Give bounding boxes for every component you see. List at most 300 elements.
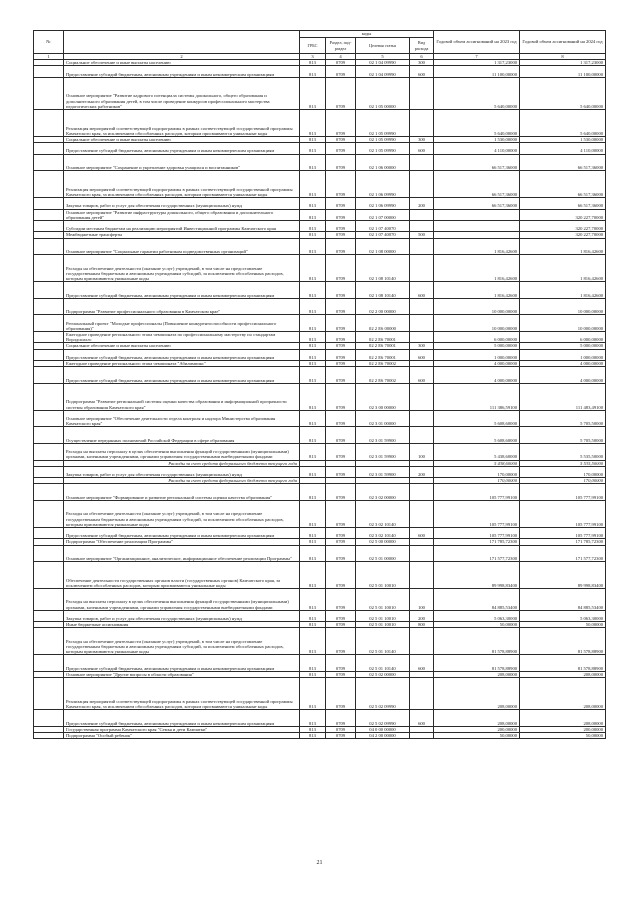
row-section-cell: 0709 [326,154,356,171]
row-grbs-cell: 813 [300,733,326,739]
table-row [34,298,606,315]
table-row [34,710,606,727]
row-grbs-cell: 813 [300,383,326,410]
row-grbs-cell: 813 [300,545,326,562]
row-name-cell: Основное мероприятие "Формирование и развитие региональной системы оценки качества образования" [64,484,300,501]
row-amount-2024-cell: 84 885,53400 [520,589,606,611]
row-name-cell: Закупка товаров, работ и услуг для обеспечения государственных (муниципальных) нужд [64,466,300,477]
row-amount-2023-cell: 105 777,99100 [434,527,520,538]
row-amount-2024-cell: 105 777,99100 [520,527,606,538]
row-number-cell [34,466,64,477]
row-name-cell: Социальное обеспечение и иные выплаты населению [64,343,300,349]
row-name-cell: Предоставление субсидий бюджетным, автономным учреждениям и иным некоммерческим организациям [64,282,300,299]
row-target-cell: 02 3 01 00000 [356,410,410,427]
row-grbs-cell: 813 [300,367,326,384]
row-type-cell [410,628,434,655]
row-name-cell: Закупка товаров, работ и услуг для обеспечения государственных (муниципальных) нужд [64,198,300,209]
row-amount-2024-cell: 81 578,88900 [520,628,606,655]
row-name-cell: Предоставление субсидий бюджетным, автономным учреждениям и иным некоммерческим организациям [64,367,300,384]
row-target-cell: 02 3 02 10140 [356,527,410,538]
row-section-cell: 0709 [326,298,356,315]
row-number-cell [34,628,64,655]
row-amount-2024-cell: 170,00000 [520,478,606,484]
row-type-cell [410,562,434,589]
row-name-cell: Основное мероприятие "Социальные гарантии работникам подведомственных организаций" [64,238,300,255]
row-grbs-cell: 813 [300,410,326,427]
row-name-cell: Расходы на обеспечение деятельности (оказание услуг) учреждений, в том числе на предоставление государственным бюджетным и автономным учреждениям субсидий, за исключением обособленных расходов, которым присваиваются уникальные коды [64,255,300,282]
row-grbs-cell: 813 [300,77,326,109]
row-target-cell: 02 5 02 00000 [356,672,410,678]
row-section-cell: 0709 [326,383,356,410]
row-name-cell: Предоставление субсидий бюджетным, автономным учреждениям и иным некоммерческим организациям [64,655,300,672]
row-name-cell: Расходы за счет средств федерального бюджета текущего года [64,460,300,466]
row-amount-2023-cell: 50,00000 [434,622,520,628]
row-target-cell: 02 1 08 00000 [356,238,410,255]
row-amount-2023-cell: 105 777,99100 [434,484,520,501]
row-name-cell: Подпрограмма "Обеспечение реализации Программы" [64,539,300,545]
row-grbs-cell: 813 [300,727,326,733]
row-amount-2023-cell: 10 000,00000 [434,298,520,315]
row-amount-2024-cell: 208,00000 [520,672,606,678]
row-type-cell: 200 [410,466,434,477]
row-grbs-cell: 813 [300,622,326,628]
row-type-cell [410,331,434,342]
header-type: Вид расхода [410,38,434,54]
row-amount-2023-cell: 5 608,60000 [434,410,520,427]
row-number-cell [34,77,64,109]
row-type-cell: 300 [410,60,434,66]
row-grbs-cell: 813 [300,60,326,66]
table-row [34,315,606,332]
row-amount-2024-cell: 170,00000 [520,466,606,477]
row-section-cell: 0709 [326,500,356,527]
row-number-cell [34,427,64,444]
row-section-cell: 0709 [326,143,356,154]
row-amount-2024-cell: 6 000,00000 [520,331,606,342]
row-section-cell: 0709 [326,655,356,672]
row-number-cell [34,443,64,460]
header-section: Раздел, под-раздел [326,38,356,54]
row-number-cell [34,171,64,198]
row-amount-2024-cell: 10 000,00000 [520,298,606,315]
row-section-cell: 0709 [326,589,356,611]
colnum: 4 [326,54,356,60]
row-target-cell: 02 3 02 10140 [356,500,410,527]
row-amount-2023-cell: 5 438,60000 [434,460,520,466]
row-name-cell: Межбюджетные трансферты [64,232,300,238]
row-amount-2024-cell: 1 530,00000 [520,136,606,142]
row-target-cell: 02 5 01 10140 [356,655,410,672]
row-grbs-cell: 813 [300,589,326,611]
row-target-cell: 02 1 08 10140 [356,255,410,282]
row-section-cell: 0709 [326,628,356,655]
row-target-cell: 02 2 00 00000 [356,298,410,315]
row-amount-2024-cell: 5 705,50000 [520,427,606,444]
row-target-cell: 04 2 00 00000 [356,733,410,739]
row-type-cell [410,410,434,427]
row-amount-2024-cell: 105 777,99100 [520,500,606,527]
table-row [34,410,606,427]
row-type-cell [410,427,434,444]
row-number-cell [34,298,64,315]
row-grbs-cell: 813 [300,198,326,209]
row-name-cell: Предоставление субсидий бюджетным, автономным учреждениям и иным некоммерческим организациям [64,527,300,538]
header-number: № [34,31,64,54]
row-grbs-cell: 813 [300,628,326,655]
row-number-cell [34,220,64,231]
row-section-cell: 0709 [326,77,356,109]
row-name-cell: Социальное обеспечение и иные выплаты населению [64,60,300,66]
row-type-cell: 600 [410,282,434,299]
row-grbs-cell: 813 [300,678,326,710]
row-grbs-cell: 813 [300,255,326,282]
row-number-cell [34,527,64,538]
row-section-cell: 0709 [326,198,356,209]
row-section-cell: 0709 [326,360,356,366]
row-name-cell: Расходы за счет средств федерального бюджета текущего года [64,478,300,484]
row-target-cell: 02 5 00 00000 [356,539,410,545]
row-section-cell: 0709 [326,733,356,739]
row-target-cell: 02 1 05 09990 [356,143,410,154]
row-amount-2023-cell: 5 640,00000 [434,109,520,136]
row-type-cell: 100 [410,589,434,611]
row-amount-2024-cell: 66 517,36000 [520,154,606,171]
row-target-cell: 02 1 06 09990 [356,171,410,198]
budget-table [33,30,606,739]
row-target-cell: 02 5 02 09990 [356,678,410,710]
row-amount-2023-cell: 5 000,00000 [434,343,520,349]
row-section-cell: 0709 [326,562,356,589]
row-name-cell: Иные бюджетные ассигнования [64,622,300,628]
row-grbs-cell: 813 [300,232,326,238]
row-amount-2024-cell: 320 227,70000 [520,209,606,220]
row-amount-2023-cell: 4 110,00000 [434,143,520,154]
row-grbs-cell: 813 [300,315,326,332]
row-target-cell: 02 1 07 40070 [356,232,410,238]
table-row [34,349,606,360]
row-number-cell [34,500,64,527]
table-row [34,331,606,342]
row-number-cell [34,255,64,282]
row-name-cell: Подпрограмма "Развитие профессионального образования в Камчатском крае" [64,298,300,315]
row-section-cell: 0709 [326,610,356,621]
row-type-cell: 200 [410,610,434,621]
row-type-cell [410,220,434,231]
row-amount-2023-cell: 200,00000 [434,727,520,733]
table-row [34,466,606,477]
row-amount-2023-cell: 5 608,60000 [434,427,520,444]
row-name-cell: Расходы на обеспечение деятельности (оказание услуг) учреждений, в том числе на предоставление государственным бюджетным и автономным учреждениям субсидий, за исключением обособленных расходов, которым присваиваются уникальные коды [64,628,300,655]
row-grbs-cell: 813 [300,331,326,342]
row-amount-2023-cell: 111 386,59100 [434,383,520,410]
row-type-cell: 500 [410,232,434,238]
row-amount-2023-cell: 208,00000 [434,678,520,710]
row-section-cell: 0709 [326,136,356,142]
row-target-cell: 02 1 08 10140 [356,282,410,299]
row-target-cell: 02 2 E6 70001 [356,349,410,360]
row-number-cell [34,710,64,727]
row-type-cell [410,171,434,198]
row-section-cell: 0709 [326,331,356,342]
row-amount-2024-cell: 5 535,50000 [520,460,606,466]
row-amount-2023-cell: 1 530,00000 [434,136,520,142]
table-row [34,238,606,255]
table-row [34,367,606,384]
row-target-cell: 02 5 02 09990 [356,710,410,727]
row-target-cell: 02 2 E6 70002 [356,367,410,384]
row-grbs-cell: 813 [300,672,326,678]
row-type-cell [410,109,434,136]
row-name-cell: Основное мероприятие "Сохранение и укрепление здоровья учащихся и воспитанников" [64,154,300,171]
row-grbs-cell: 813 [300,238,326,255]
row-type-cell [410,315,434,332]
row-section-cell: 0709 [326,466,356,477]
table-row [34,678,606,710]
row-target-cell: 02 1 06 00000 [356,154,410,171]
row-section-cell: 0709 [326,255,356,282]
row-amount-2024-cell: 1 317,23000 [520,60,606,66]
row-target-cell: 02 5 01 10010 [356,610,410,621]
table-row [34,655,606,672]
row-section-cell: 0709 [326,443,356,460]
row-section-cell: 0709 [326,678,356,710]
row-section-cell: 0709 [326,367,356,384]
row-amount-2024-cell: 10 000,00000 [520,315,606,332]
row-name-cell: Предоставление субсидий бюджетным, автономным учреждениям и иным некоммерческим организациям [64,66,300,77]
row-amount-2023-cell: 6 000,00000 [434,331,520,342]
row-amount-2024-cell: 5 640,00000 [520,77,606,109]
row-section-cell: 0709 [326,672,356,678]
row-amount-2023-cell: 208,00000 [434,672,520,678]
row-amount-2024-cell: 171 785,72300 [520,539,606,545]
row-section-cell: 0709 [326,282,356,299]
row-target-cell: 02 2 E6 70001 [356,331,410,342]
row-amount-2024-cell: 5 000,00000 [520,343,606,349]
table-row [34,66,606,77]
header-name [64,31,300,54]
row-type-cell [410,383,434,410]
row-target-cell: 02 5 01 10010 [356,622,410,628]
row-grbs-cell: 813 [300,527,326,538]
row-type-cell [410,678,434,710]
row-target-cell: 02 5 01 10010 [356,589,410,611]
row-grbs-cell: 813 [300,443,326,460]
row-grbs-cell: 813 [300,109,326,136]
table-row [34,220,606,231]
row-grbs-cell: 813 [300,66,326,77]
row-grbs-cell: 813 [300,171,326,198]
row-number-cell [34,331,64,342]
row-section-cell: 0709 [326,232,356,238]
row-name-cell: Обеспечение деятельности государственных органов власти (государственных органов) Камчатского края, за исключением обособленных расходов, которым присваиваются уникальные коды [64,562,300,589]
row-number-cell [34,209,64,220]
row-grbs-cell: 813 [300,282,326,299]
row-amount-2023-cell: 4 000,00000 [434,360,520,366]
row-amount-2023-cell: 171 785,72300 [434,539,520,545]
table-row [34,77,606,109]
table-row [34,154,606,171]
row-name-cell: Основное мероприятие "Обеспечение деятельности отдела контроля и надзора Министерства образования Камчатского края" [64,410,300,427]
row-number-cell [34,66,64,77]
row-amount-2024-cell: 200,00000 [520,727,606,733]
row-type-cell [410,154,434,171]
row-grbs-cell: 813 [300,562,326,589]
table-row [34,427,606,444]
row-target-cell: 02 2 E6 70001 [356,343,410,349]
row-amount-2023-cell: 171 577,72300 [434,545,520,562]
row-target-cell: 02 1 05 09990 [356,109,410,136]
row-section-cell: 0709 [326,171,356,198]
row-name-cell: Основное мероприятие "Развитие инфраструктуры дошкольного, общего образования и дополнительного образования детей" [64,209,300,220]
row-section-cell: 0709 [326,539,356,545]
row-amount-2023-cell: 5 640,00000 [434,77,520,109]
row-number-cell [34,610,64,621]
row-name-cell: Осуществление переданных полномочий Российской Федерации в сфере образования [64,427,300,444]
table-row [34,282,606,299]
row-section-cell: 0709 [326,710,356,727]
row-amount-2023-cell: 170,00000 [434,478,520,484]
row-amount-2023-cell: 4 000,00000 [434,367,520,384]
row-type-cell [410,545,434,562]
row-target-cell: 02 3 01 59900 [356,466,410,477]
header-grbs: ГРБС [300,38,326,54]
row-name-cell: Реализация мероприятий соответствующей подпрограммы в рамках соответствующей государственной программы Камчатского края, за исключением обособленных расходов, которым присваиваются уникальные коды [64,678,300,710]
row-target-cell: 02 3 00 00000 [356,383,410,410]
row-number-cell [34,678,64,710]
colnum: 3 [300,54,326,60]
row-number-cell [34,315,64,332]
table-header [34,31,606,60]
row-name-cell: Субсидии местным бюджетам на реализацию мероприятий Инвестиционной программы Камчатского края [64,220,300,231]
row-amount-2023-cell: 1 317,23000 [434,60,520,66]
row-name-cell: Подпрограмма "Особый ребенок" [64,733,300,739]
row-number-cell [34,282,64,299]
table-row [34,562,606,589]
row-amount-2023-cell: 11 100,00000 [434,66,520,77]
row-grbs-cell: 813 [300,220,326,231]
row-section-cell: 0709 [326,545,356,562]
row-section-cell: 0709 [326,527,356,538]
table-row [34,255,606,282]
colnum: 6 [410,54,434,60]
row-section-cell: 0709 [326,410,356,427]
row-number-cell [34,349,64,360]
row-amount-2024-cell: 1 000,00000 [520,349,606,360]
row-target-cell: 02 1 04 09990 [356,60,410,66]
row-type-cell: 600 [410,349,434,360]
row-target-cell: 02 2 E6 70002 [356,360,410,366]
row-type-cell: 600 [410,143,434,154]
row-type-cell: 100 [410,443,434,460]
colnum: 2 [64,54,300,60]
row-type-cell: 800 [410,622,434,628]
row-name-cell: Государственная программа Камчатского края "Семья и дети Камчатки" [64,727,300,733]
row-grbs-cell: 813 [300,298,326,315]
colnum: 7 [434,54,520,60]
row-type-cell: 300 [410,343,434,349]
row-target-cell: 02 5 01 10010 [356,562,410,589]
row-amount-2024-cell: 320 227,70000 [520,232,606,238]
row-type-cell: 600 [410,655,434,672]
row-amount-2023-cell: 89 998,83400 [434,562,520,589]
table-row [34,143,606,154]
row-section-cell: 0709 [326,484,356,501]
colnum: 8 [520,54,606,60]
row-section-cell: 0709 [326,109,356,136]
table-row [34,171,606,198]
row-amount-2023-cell: 5 063,30000 [434,610,520,621]
row-name-cell: Основное мероприятие "Организационное, аналитическое, информационное обеспечение реализации Программы" [64,545,300,562]
row-number-cell [34,198,64,209]
row-target-cell: 02 1 04 09990 [356,66,410,77]
table-row [34,109,606,136]
row-target-cell: 02 5 01 10140 [356,628,410,655]
row-grbs-cell: 813 [300,209,326,220]
row-target-cell: 02 3 01 59900 [356,443,410,460]
row-grbs-cell: 813 [300,349,326,360]
row-amount-2023-cell: 105 777,99100 [434,500,520,527]
row-amount-2024-cell: 5 705,50000 [520,410,606,427]
row-amount-2023-cell: 84 885,53400 [434,589,520,611]
row-type-cell [410,238,434,255]
row-number-cell [34,238,64,255]
row-target-cell: 02 1 07 00000 [356,209,410,220]
row-amount-2023-cell: 1 816,42600 [434,282,520,299]
colnum: 5 [356,54,410,60]
colnum: 1 [34,54,64,60]
row-amount-2023-cell: 170,00000 [434,466,520,477]
row-section-cell: 0709 [326,349,356,360]
row-amount-2024-cell: 320 227,70000 [520,220,606,231]
row-amount-2024-cell: 111 483,49100 [520,383,606,410]
row-amount-2023-cell [434,209,520,220]
row-name-cell: Ежегодное проведение регионального этапа чемпионата по профессиональному мастерству по стандартам Ворлдскиллс [64,331,300,342]
row-amount-2023-cell: 81 578,88900 [434,628,520,655]
row-section-cell: 0709 [326,60,356,66]
row-amount-2024-cell: 81 578,88900 [520,655,606,672]
row-number-cell [34,367,64,384]
row-name-cell: Социальное обеспечение и иные выплаты населению [64,136,300,142]
table-row [34,500,606,527]
row-type-cell [410,500,434,527]
row-target-cell: 02 5 01 00000 [356,545,410,562]
row-name-cell: Предоставление субсидий бюджетным, автономным учреждениям и иным некоммерческим организациям [64,349,300,360]
row-grbs-cell: 813 [300,360,326,366]
row-number-cell [34,410,64,427]
row-amount-2023-cell: 208,00000 [434,710,520,727]
row-amount-2024-cell: 66 517,36000 [520,198,606,209]
row-number-cell [34,109,64,136]
row-target-cell: 04 0 00 00000 [356,727,410,733]
row-amount-2023-cell: 66 517,36000 [434,171,520,198]
row-type-cell: 300 [410,136,434,142]
row-amount-2024-cell: 50,00000 [520,622,606,628]
row-grbs-cell: 813 [300,484,326,501]
row-amount-2024-cell: 171 577,72300 [520,545,606,562]
row-type-cell: 600 [410,66,434,77]
row-grbs-cell: 813 [300,466,326,477]
row-amount-2024-cell: 5 640,00000 [520,109,606,136]
row-amount-2023-cell: 50,00000 [434,733,520,739]
row-amount-2024-cell: 1 816,42600 [520,255,606,282]
row-target-cell: 02 3 01 59900 [356,427,410,444]
row-amount-2024-cell: 66 517,36000 [520,171,606,198]
row-section-cell: 0709 [326,727,356,733]
row-grbs-cell: 813 [300,500,326,527]
table-row [34,484,606,501]
row-section-cell: 0709 [326,220,356,231]
budget-table-sheet [33,30,605,739]
